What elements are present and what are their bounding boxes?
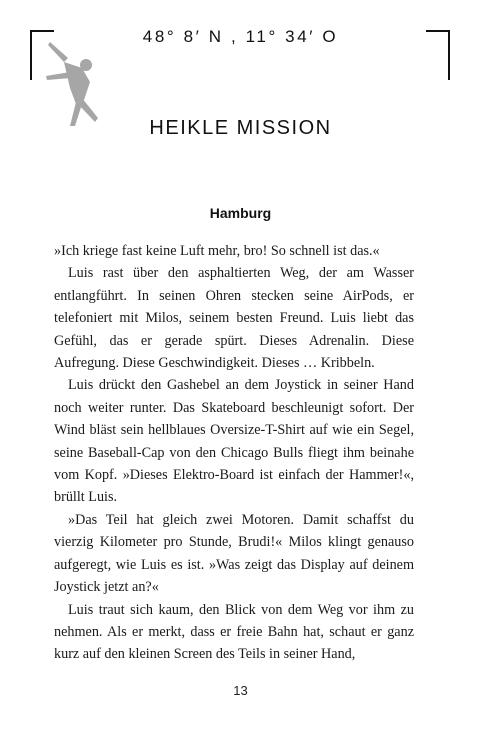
coordinates-heading: 48° 8′ N , 11° 34′ O (142, 27, 339, 46)
chapter-title: HEIKLE MISSION (149, 117, 332, 139)
page-number: 13 (233, 683, 248, 698)
body-text (54, 240, 414, 666)
paragraph: Luis traut sich kaum, den Blick von dem Weg vor ihm zu nehmen. Als er merkt, dass er freie Bahn hat, schaut er ganz kurz auf den kleinen Screen des Teils in seiner Hand, (54, 601, 414, 663)
paragraph: Luis drückt den Gashebel an dem Joystick in seiner Hand noch weiter runter. Das Skateboard beschleunigt sofort. Der Wind bläst sein hellblaues Oversize-T-Shirt auf wie ein Segel, seine Baseball-Cap von den Chicago Bulls fliegt ihm beinahe vom Kopf. »Dieses Elektro-Board ist einfach der Hammer!«, brüllt Luis. (54, 377, 414, 506)
paragraph: »Das Teil hat gleich zwei Motoren. Damit schaffst du vierzig Kilometer pro Stunde, Brudi!« Milos klingt genauso aufgeregt, wie Luis es ist. »Was zeigt das Display auf deinem Joystick jetzt an?« (54, 511, 414, 596)
location-heading: Hamburg (209, 205, 272, 221)
paragraph: »Ich kriege fast keine Luft mehr, bro! So schnell ist das.« (54, 243, 380, 259)
paragraph: Luis rast über den asphaltierten Weg, der am Wasser entlangführt. In seinen Ohren stecken seine AirPods, er telefoniert mit Milos, seinem besten Freund. Luis liebt das Gefühl, das er gerade spürt. Dieses Adrenalin. Diese Aufregung. Diese Geschwindigkeit. Dieses … Kribbeln. (54, 265, 414, 372)
